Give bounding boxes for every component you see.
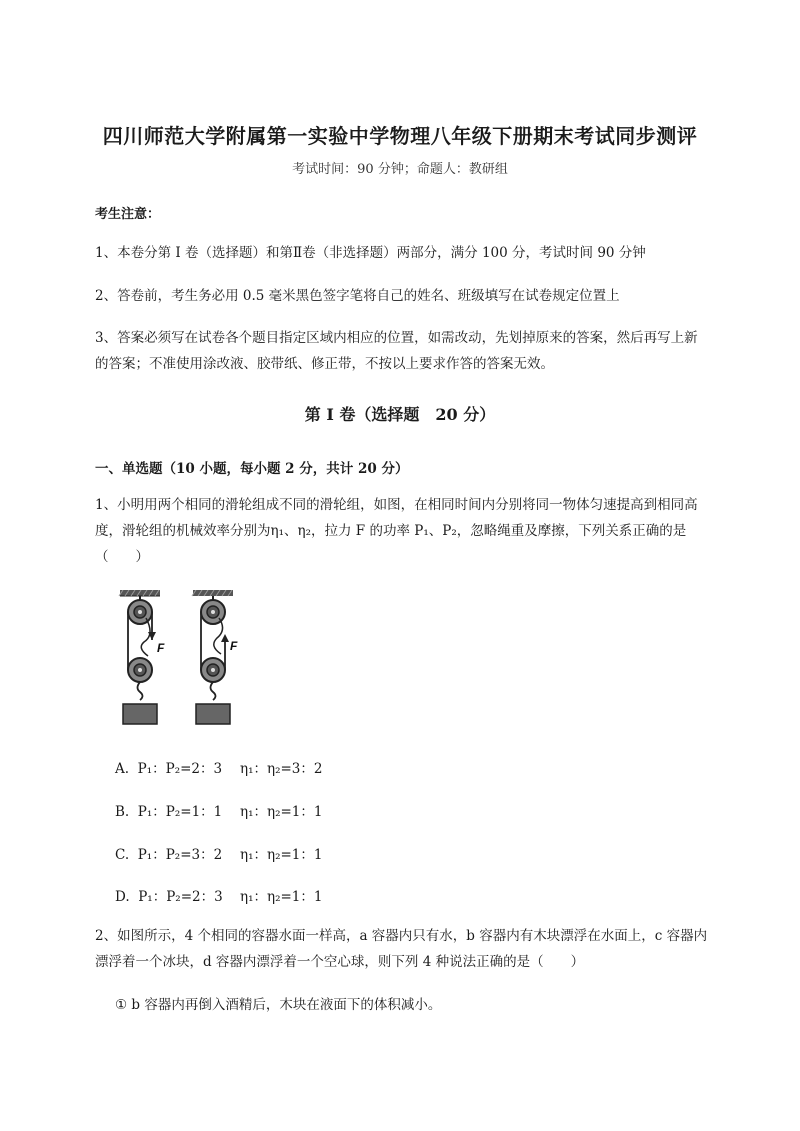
pulley-figure: [115, 590, 255, 730]
option-b-efficiency: η₁：η₂=1：1: [240, 804, 323, 820]
option-b[interactable]: B. P₁：P₂=1：1: [115, 804, 223, 820]
notice-item-3: 3、答案必须写在试卷各个题目指定区域内相应的位置，如需改动，先划掉原来的答案，然后再写上新的答案；不准使用涂改液、胶带纸、修正带，不按以上要求作答的答案无效。: [95, 330, 698, 372]
exam-title: 四川师范大学附属第一实验中学物理八年级下册期末考试同步测评: [102, 124, 698, 148]
question-1-stem: 1、小明用两个相同的滑轮组成不同的滑轮组，如图，在相同时间内分别将同一物体匀速提高到相同高度，滑轮组的机械效率分别为η₁、η₂，拉力 F 的功率 P₁、P₂，忽略绳重及摩擦，下列关系正确的是（ ）: [95, 497, 698, 565]
option-a-efficiency: η₁：η₂=3：2: [240, 761, 323, 777]
notice-heading: 考生注意：: [95, 207, 161, 222]
option-c[interactable]: C. P₁：P₂=3：2: [115, 847, 223, 863]
section-title: 第 I 卷（选择题 20 分）: [304, 405, 496, 424]
force-label-right: F: [230, 639, 238, 653]
part-heading: 一、单选题（10 小题，每小题 2 分，共计 20 分）: [95, 461, 409, 477]
exam-subtitle: 考试时间：90 分钟；命题人：教研组: [292, 162, 508, 177]
force-label-left: F: [157, 641, 165, 655]
option-a[interactable]: A. P₁：P₂=2：3: [115, 761, 223, 777]
notice-item-1: 1、本卷分第 I 卷（选择题）和第Ⅱ卷（非选择题）两部分，满分 100 分，考试时间 90 分钟: [95, 245, 646, 261]
option-c-efficiency: η₁：η₂=1：1: [240, 847, 323, 863]
question-2-stem: 2、如图所示，4 个相同的容器水面一样高，a 容器内只有水，b 容器内有木块漂浮在水面上，c 容器内漂浮着一个冰块，d 容器内漂浮着一个空心球，则下列 4 种说法正确的是（ ）: [95, 928, 708, 970]
notice-item-2: 2、答卷前，考生务必用 0.5 毫米黑色签字笔将自己的姓名、班级填写在试卷规定位置上: [95, 288, 620, 304]
pulley-system-right: [192, 590, 238, 724]
option-d-efficiency: η₁：η₂=1：1: [240, 889, 323, 905]
option-d[interactable]: D. P₁：P₂=2：3: [115, 889, 223, 905]
question-2-statement-1: ① b 容器内再倒入酒精后，木块在液面下的体积减小。: [115, 997, 442, 1013]
pulley-system-left: [119, 590, 165, 724]
